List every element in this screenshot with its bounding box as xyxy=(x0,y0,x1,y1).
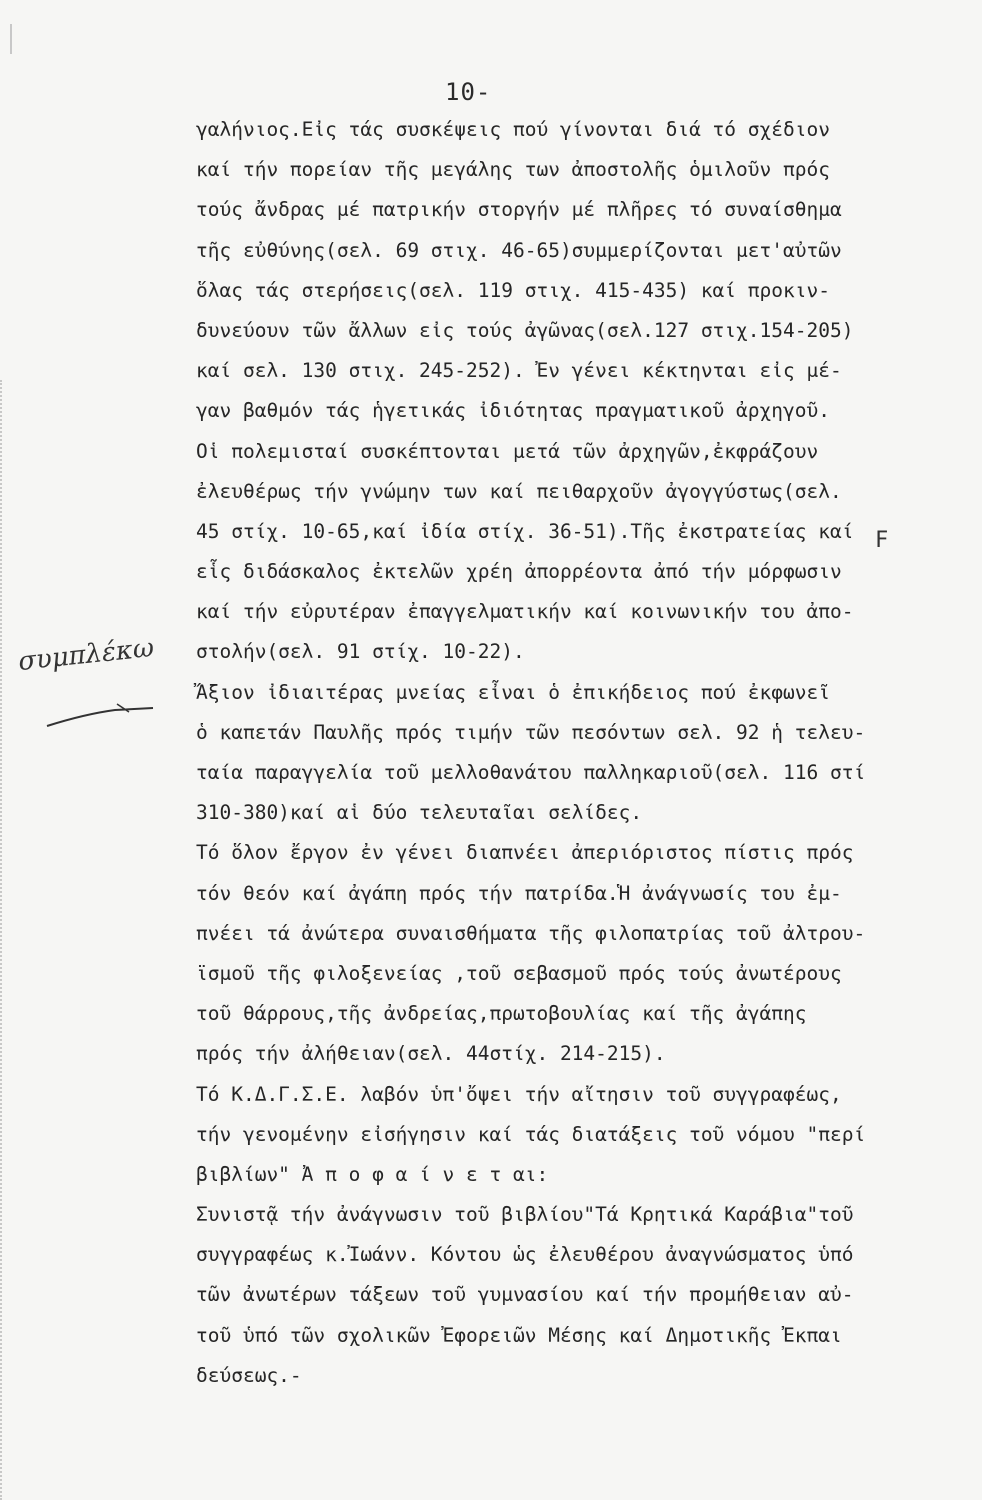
text-line: δυνεύουν τῶν ἄλλων εἰς τούς ἀγῶνας(σελ.127 στιχ.154-205) xyxy=(196,318,854,342)
text-line: τοῦ ὑπό τῶν σχολικῶν Ἐφορειῶν Μέσης καί Δημοτικῆς Ἐκπαι xyxy=(196,1323,842,1347)
text-line: ταία παραγγελία τοῦ μελλοθανάτου παλληκαριοῦ(σελ. 116 στί xyxy=(196,761,866,784)
text-line: γαλήνιος.Εἰς τάς συσκέψεις πού γίνονται διά τό σχέδιον xyxy=(196,118,830,141)
text-line: τήν γενομένην εἰσήγησιν καί τάς διατάξεις τοῦ νόμου "περί xyxy=(196,1122,866,1146)
text-line: Οἱ πολεμισταί συσκέπτονται μετά τῶν ἀρχηγῶν,ἐκφράζουν xyxy=(196,439,819,463)
text-line: τῶν ἀνωτέρων τάξεων τοῦ γυμνασίου καί τήν προμήθειαν αὐ- xyxy=(196,1283,854,1307)
text-line: 310-380)καί αἱ δύο τελευταῖαι σελίδες. xyxy=(196,801,643,825)
text-line: Ἄξιον ἰδιαιτέρας μνείας εἶναι ὁ ἐπικήδειος πού ἐκφωνεῖ xyxy=(196,680,830,704)
text-line: Τό ὅλον ἔργον ἐν γένει διαπνέει ἀπεριόριστος πίστις πρός xyxy=(196,841,854,865)
text-line: γαν βαθμόν τάς ἡγετικάς ἰδιότητας πραγματικοῦ ἀρχηγοῦ. xyxy=(196,399,830,423)
text-line: εἷς διδάσκαλος ἐκτελῶν χρέη ἀπορρέοντα ἀπό τήν μόρφωσιν xyxy=(196,560,842,584)
text-line: καί τήν εὐρυτέραν ἐπαγγελματικήν καί κοινωνικήν του ἀπο- xyxy=(196,600,854,624)
text-line: τοῦ θάρρους,τῆς ἀνδρείας,πρωτοβουλίας καί τῆς ἀγάπης xyxy=(196,1002,807,1026)
handwritten-mark: F xyxy=(875,528,889,553)
text-line: 45 στίχ. 10-65,καί ἰδία στίχ. 36-51).Τῆς ἐκστρατείας καί xyxy=(196,519,854,543)
scan-edge-artifact xyxy=(0,380,16,1500)
text-line: τούς ἄνδρας μέ πατρικήν στοργήν μέ πλῆρες τό συναίσθημα xyxy=(196,198,842,222)
text-line: δεύσεως.- xyxy=(196,1363,302,1387)
text-line: Τό Κ.Δ.Γ.Σ.Ε. λαβόν ὑπ'ὄψει τήν αἴτησιν τοῦ συγγραφέως, xyxy=(196,1082,842,1106)
text-line: ἐλευθέρως τήν γνώμην των καί πειθαρχοῦν ἀγογγύστως(σελ. xyxy=(196,479,842,503)
text-line: βιβλίων" Ἀ π ο φ α ί ν ε τ αι: xyxy=(196,1162,549,1186)
text-line: στολήν(σελ. 91 στίχ. 10-22). xyxy=(196,640,525,664)
text-line: τῆς εὐθύνης(σελ. 69 στιχ. 46-65)συμμερίζονται μετ'αὐτῶν xyxy=(196,238,842,262)
text-line: πρός τήν ἀλήθειαν(σελ. 44στίχ. 214-215). xyxy=(196,1042,666,1066)
handwritten-margin-note: συμπλέκω xyxy=(16,632,156,678)
text-line: ὅλας τάς στερήσεις(σελ. 119 στιχ. 415-435) καί προκιν- xyxy=(196,278,830,302)
text-line: πνέει τά ἀνώτερα συναισθήματα τῆς φιλοπατρίας τοῦ ἀλτρου- xyxy=(196,921,866,945)
typed-body-text xyxy=(196,110,966,1396)
scan-artifact xyxy=(10,24,12,54)
text-line: καί σελ. 130 στιχ. 245-252). Ἐν γένει κέκτηνται εἰς μέ- xyxy=(196,359,842,383)
text-line: ϊσμοῦ τῆς φιλοξενείας ,τοῦ σεβασμοῦ πρός τούς ἀνωτέρους xyxy=(196,961,842,985)
text-line: καί τήν πορείαν τῆς μεγάλης των ἀποστολῆς ὁμιλοῦν πρός xyxy=(196,158,830,182)
text-line: Συνιστᾷ τήν ἀνάγνωσιν τοῦ βιβλίου"Τά Κρητικά Καράβια"τοῦ xyxy=(196,1203,854,1227)
page-number: 10- xyxy=(445,78,492,106)
margin-underline-stroke xyxy=(45,700,155,730)
text-line: ὁ καπετάν Παυλῆς πρός τιμήν τῶν πεσόντων σελ. 92 ἡ τελευ- xyxy=(196,720,866,744)
text-line: τόν θεόν καί ἀγάπη πρός τήν πατρίδα.Ἡ ἀνάγνωσίς του ἐμ- xyxy=(196,881,842,905)
text-line: συγγραφέως κ.Ἰωάνν. Κόντου ὡς ἐλευθέρου ἀναγνώσματος ὑπό xyxy=(196,1243,854,1267)
